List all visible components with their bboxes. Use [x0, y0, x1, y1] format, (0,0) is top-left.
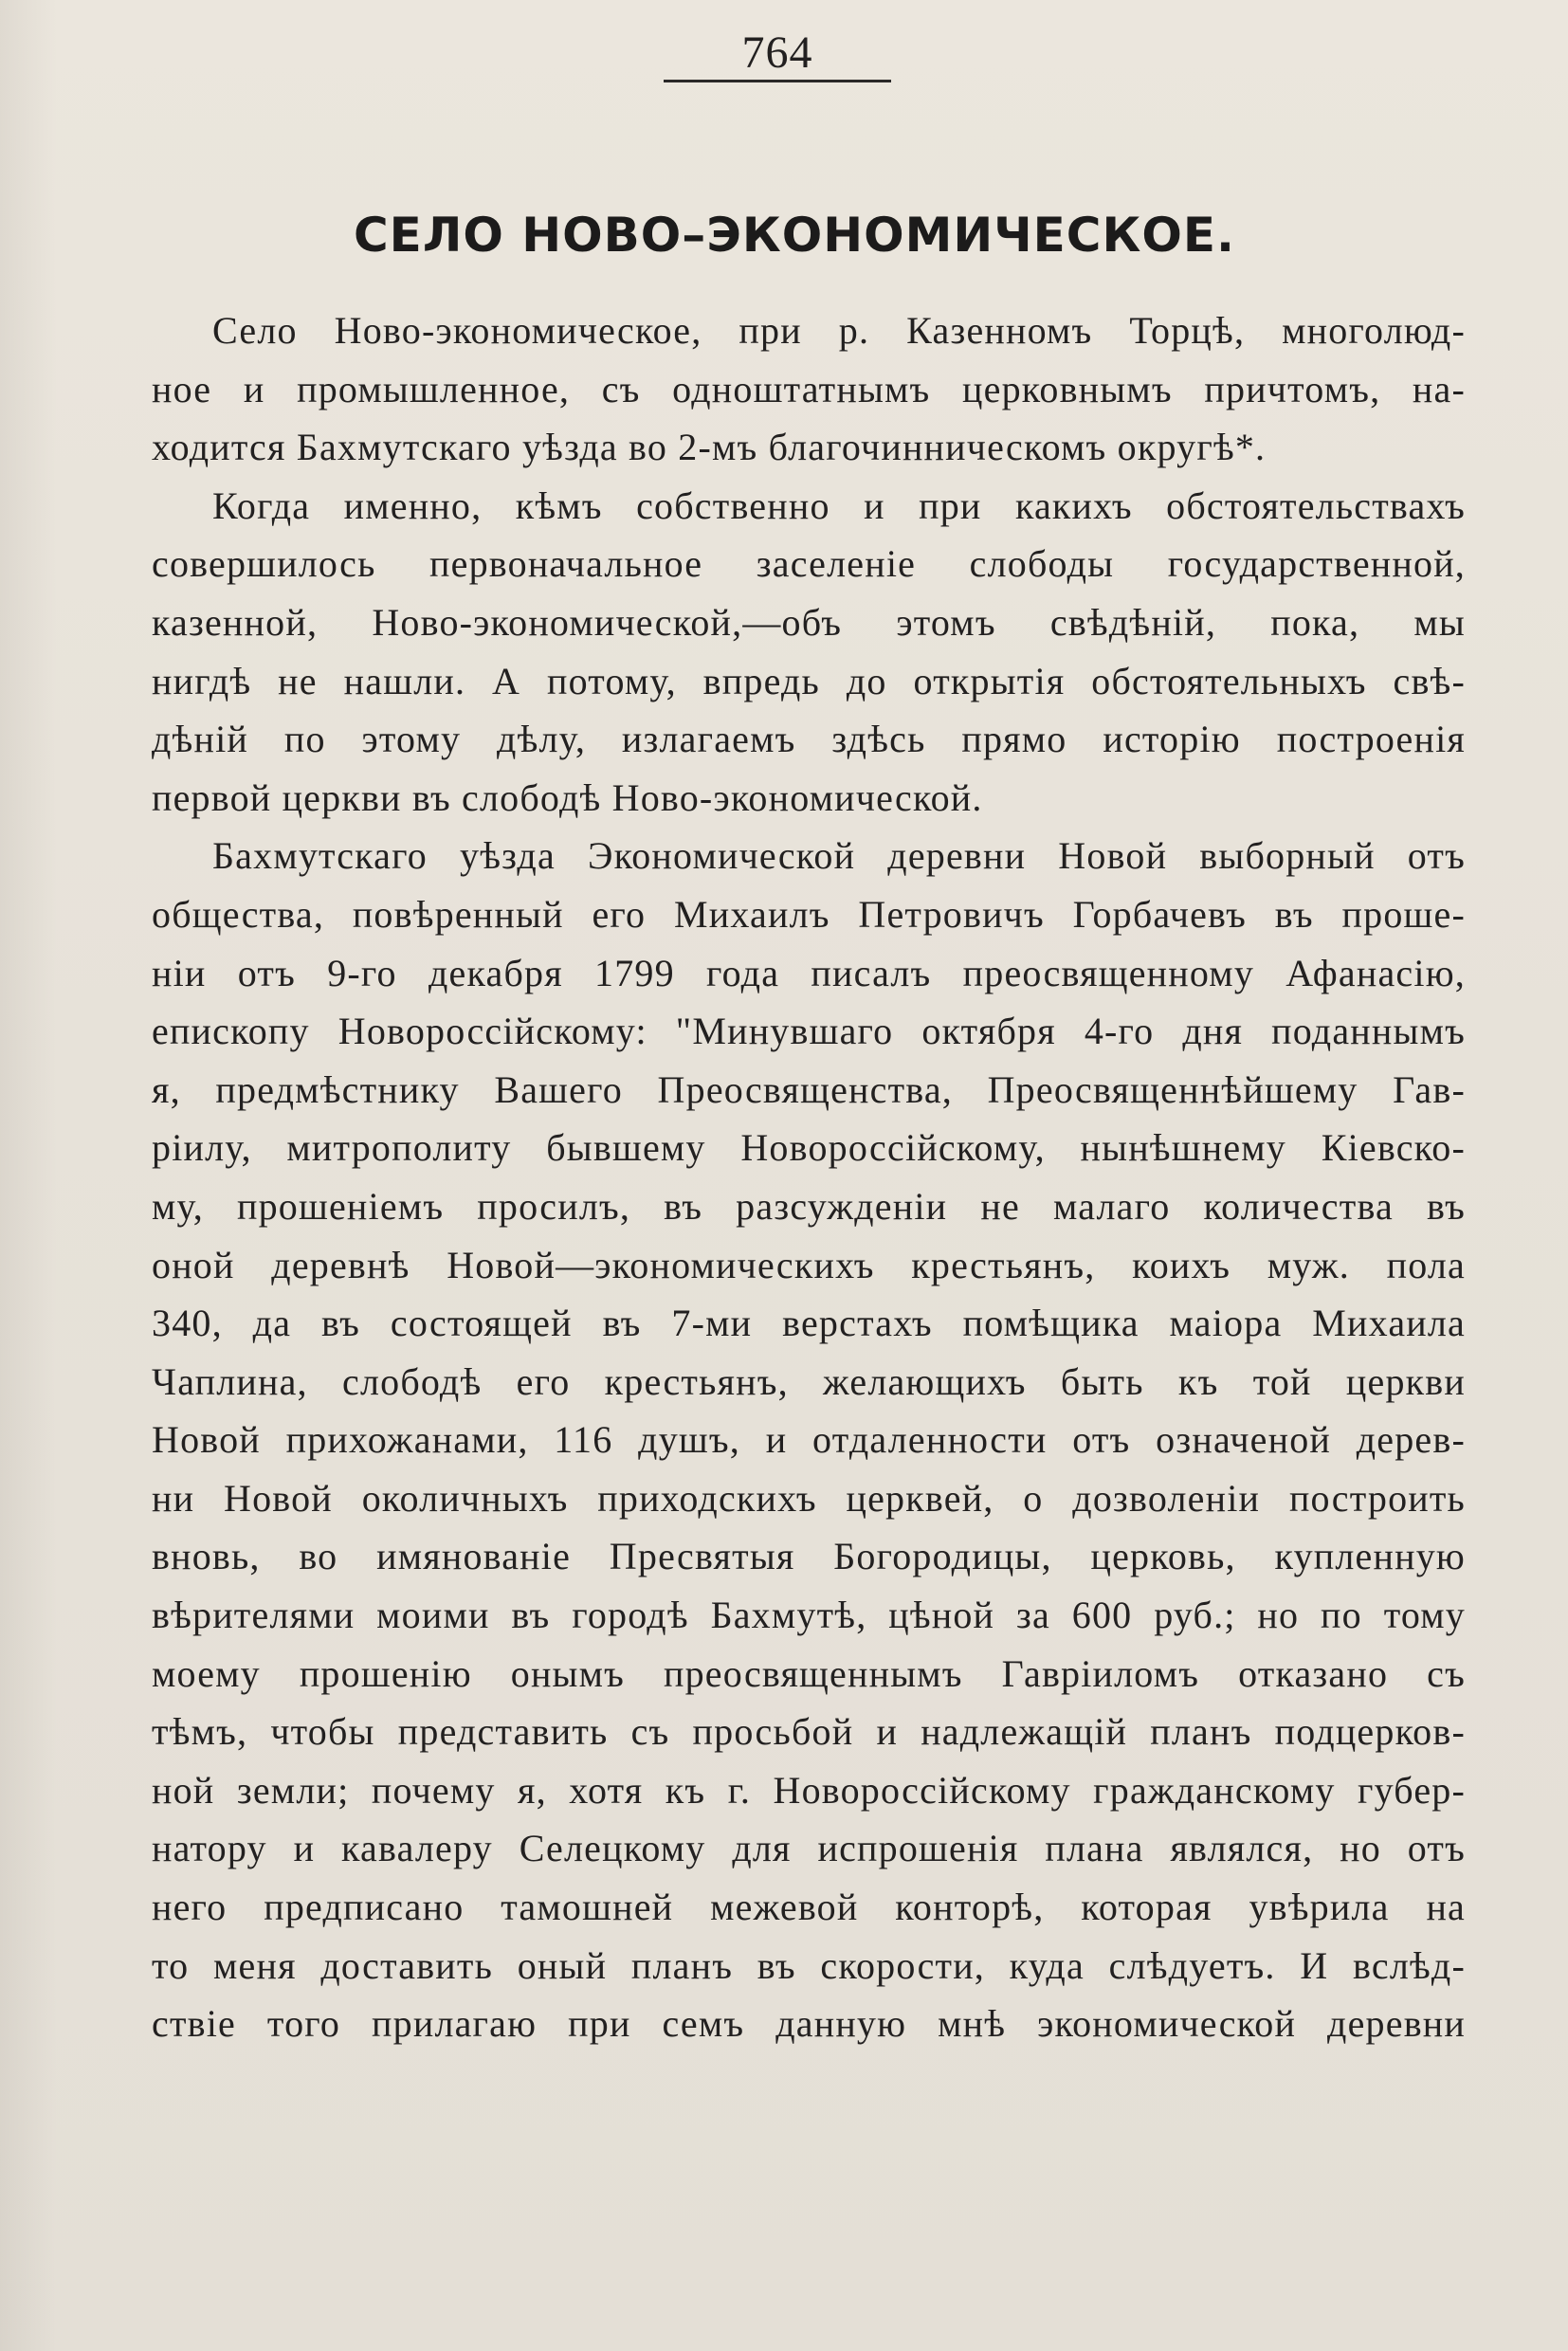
text-line: ное и промышленное, съ одноштатнымъ церковнымъ причтомъ, на-	[152, 367, 1466, 410]
text-line: общества, повѣренный его Михаилъ Петровичъ Горбачевъ въ проше-	[152, 892, 1466, 936]
text-line: я, предмѣстнику Вашего Преосвященства, Преосвященнѣйшему Гав-	[152, 1067, 1466, 1111]
page-number: 764	[741, 27, 813, 78]
section-title: СЕЛО НОВО–ЭКОНОМИЧЕСКОЕ.	[353, 208, 1236, 263]
text-line: епископу Новороссійскому: "Минувшаго октября 4-го дня поданнымъ	[152, 1010, 1466, 1053]
text-line: Новой прихожанами, 116 душъ, и отдаленности отъ означеной дерев-	[152, 1418, 1466, 1462]
text-line: ной земли; почему я, хотя къ г. Новороссійскому гражданскому губер-	[152, 1768, 1466, 1812]
text-line: Когда именно, кѣмъ собственно и при какихъ обстоятельствахъ	[212, 483, 1466, 527]
text-line: вѣрителями моими въ городѣ Бахмутѣ, цѣной за 600 руб.; но по тому	[152, 1594, 1466, 1637]
text-line: казенной, Ново-экономической,—объ этомъ свѣдѣній, пока, мы	[152, 600, 1466, 644]
body-text	[152, 301, 1466, 2053]
text-line: совершилось первоначальное заселеніе слободы государственной,	[152, 542, 1466, 586]
text-line: ни Новой околичныхъ приходскихъ церквей, о дозволеніи построить	[152, 1476, 1466, 1520]
text-line: него предписано тамошней межевой конторѣ, которая увѣрила на	[152, 1886, 1466, 1929]
text-line: то меня доставить оный планъ въ скорости, куда слѣдуетъ. И вслѣд-	[152, 1943, 1466, 1987]
text-line: моему прошенію онымъ преосвященнымъ Гавріиломъ отказано съ	[152, 1651, 1466, 1695]
text-line: натору и кавалеру Селецкому для испрошенія плана являлся, но отъ	[152, 1827, 1466, 1870]
text-line: Чаплина, слободѣ его крестьянъ, желающихъ быть къ той церкви	[152, 1359, 1466, 1403]
text-line: вновь, во имянованіе Пресвятыя Богородицы, церковь, купленную	[152, 1535, 1466, 1578]
text-line: Село Ново-экономическое, при р. Казенномъ Торцѣ, многолюд-	[212, 309, 1466, 352]
text-line: ніи отъ 9-го декабря 1799 года писалъ преосвященному Афанасію,	[152, 951, 1466, 994]
text-line: 340, да въ состоящей въ 7-ми верстахъ помѣщика маіора Михаила	[152, 1302, 1466, 1345]
text-line: му, прошеніемъ просилъ, въ разсужденіи не малаго количества въ	[152, 1184, 1466, 1228]
text-line: первой церкви въ слободѣ Ново-экономической.	[152, 775, 983, 819]
text-line: ріилу, митрополиту бывшему Новороссійскому, нынѣшнему Кіевско-	[152, 1126, 1466, 1170]
text-line: нигдѣ не нашли. А потому, впредь до открытія обстоятельныхъ свѣ-	[152, 659, 1466, 702]
text-line: ствіе того прилагаю при семъ данную мнѣ экономической деревни	[152, 2002, 1466, 2046]
page-header	[664, 27, 891, 80]
page-edge-shadow	[0, 0, 57, 2351]
text-line: ходится Бахмутскаго уѣзда во 2-мъ благочинническомъ округѣ*.	[152, 426, 1267, 469]
text-line: Бахмутскаго уѣзда Экономической деревни Новой выборный отъ	[212, 834, 1466, 878]
text-line: тѣмъ, чтобы представить съ просьбой и надлежащій планъ подцерков-	[152, 1710, 1466, 1754]
text-line: оной деревнѣ Новой—экономическихъ крестьянъ, коихъ муж. пола	[152, 1243, 1466, 1286]
header-rule	[664, 80, 891, 82]
text-line: дѣній по этому дѣлу, излагаемъ здѣсь прямо исторію построенія	[152, 718, 1466, 761]
